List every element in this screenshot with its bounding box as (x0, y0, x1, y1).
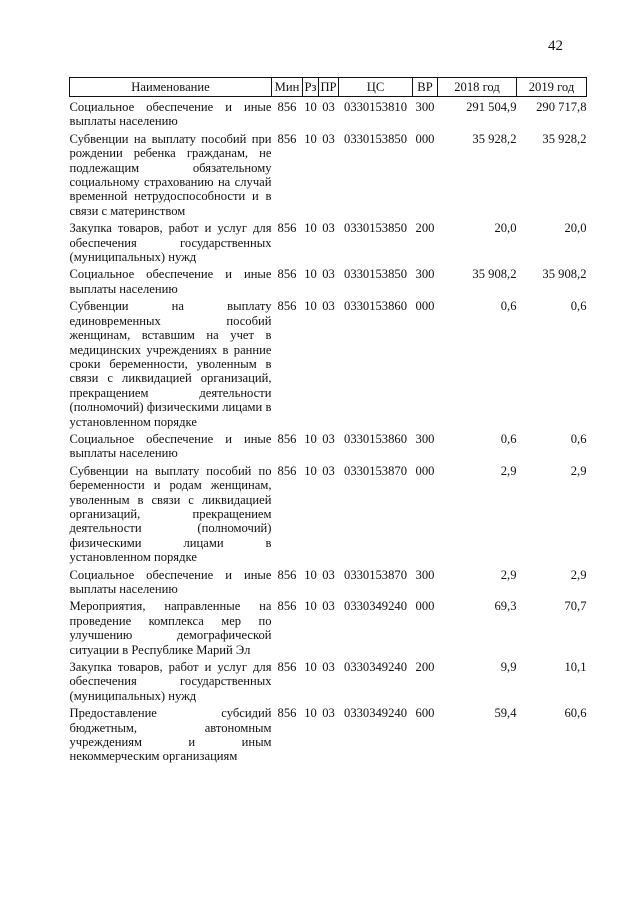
row-2019: 10,1 (564, 660, 587, 675)
row-2019: 290 717,8 (536, 100, 587, 114)
table-row (70, 97, 587, 129)
row-2018: 9,9 (500, 660, 517, 675)
row-name: Закупка товаров, работ и услуг для обеспечения государственных (муниципальных) нужд (69, 221, 272, 265)
table-header-row (70, 78, 587, 97)
row-rz: 10 (304, 131, 317, 146)
row-cs: 0330153870 (344, 567, 407, 582)
row-min: 856 (277, 221, 297, 236)
row-vr: 000 (415, 299, 435, 314)
row-vr: 200 (415, 221, 435, 236)
row-cs: 0330153850 (344, 221, 407, 236)
row-vr: 300 (415, 267, 435, 282)
row-2019: 0,6 (570, 431, 587, 446)
row-vr: 600 (415, 706, 435, 721)
row-pr: 03 (322, 706, 335, 721)
table-row (70, 264, 587, 296)
row-name: Социальное обеспечение и иные выплаты населению (69, 567, 272, 596)
row-pr: 03 (322, 299, 335, 314)
header-cs: ЦС (339, 78, 413, 97)
table-row (70, 296, 587, 429)
header-min: Мин (272, 78, 303, 97)
table-row (70, 657, 587, 703)
row-min: 856 (277, 660, 297, 675)
header-pr: ПР (319, 78, 339, 97)
row-name: Субвенции на выплату единовременных пособий женщинам, вставшим на учет в медицинских учреждениях в ранние сроки беременности, уволенным в связи с ликвидацией организаций, прекращением деятельности (полномочий) физическими лицами в установленном порядке (69, 299, 272, 429)
row-2019: 35 928,2 (542, 131, 587, 146)
table-row (70, 429, 587, 461)
row-vr: 000 (415, 599, 435, 614)
table-row (70, 703, 587, 764)
row-pr: 03 (322, 100, 335, 114)
row-min: 856 (277, 131, 297, 146)
row-2018: 69,3 (494, 599, 517, 614)
row-cs: 0330349240 (344, 706, 407, 721)
row-min: 856 (277, 299, 297, 314)
table-row (70, 565, 587, 597)
budget-table (69, 77, 587, 764)
row-vr: 300 (415, 567, 435, 582)
row-pr: 03 (322, 431, 335, 446)
row-rz: 10 (304, 100, 317, 114)
row-cs: 0330349240 (344, 599, 407, 614)
page-number: 42 (548, 38, 563, 54)
row-2018: 35 908,2 (472, 267, 517, 282)
row-cs: 0330153850 (344, 131, 407, 146)
row-min: 856 (277, 267, 297, 282)
row-min: 856 (277, 706, 297, 721)
row-min: 856 (277, 431, 297, 446)
row-rz: 10 (304, 267, 317, 282)
header-vr: ВР (413, 78, 438, 97)
row-name: Социальное обеспечение и иные выплаты населению (69, 267, 272, 296)
row-name: Мероприятия, направленные на проведение комплекса мер по улучшению демографической ситуации в Республике Марий Эл (69, 599, 272, 657)
row-cs: 0330153870 (344, 463, 407, 478)
row-min: 856 (277, 599, 297, 614)
table-row (70, 596, 587, 657)
table-row (70, 461, 587, 565)
row-name: Субвенции на выплату пособий при рождении ребенка гражданам, не подлежащим обязательному социальному страхованию на случай временной нетрудоспособности и в связи с материнством (69, 131, 272, 218)
row-2018: 20,0 (494, 221, 517, 236)
row-name: Социальное обеспечение и иные выплаты населению (69, 431, 272, 461)
row-pr: 03 (322, 131, 335, 146)
row-2018: 2,9 (500, 463, 517, 478)
row-2018: 0,6 (500, 299, 517, 314)
row-2019: 35 908,2 (542, 267, 587, 282)
row-2019: 2,9 (570, 463, 587, 478)
row-2018: 2,9 (500, 567, 517, 582)
row-rz: 10 (304, 299, 317, 314)
row-rz: 10 (304, 221, 317, 236)
row-cs: 0330153850 (344, 267, 407, 282)
row-pr: 03 (322, 567, 335, 582)
row-vr: 200 (415, 660, 435, 675)
row-name: Социальное обеспечение и иные выплаты населению (69, 100, 272, 129)
table-row (70, 129, 587, 218)
row-rz: 10 (304, 599, 317, 614)
row-vr: 000 (415, 131, 435, 146)
header-2019: 2019 год (517, 78, 587, 97)
row-min: 856 (277, 567, 297, 582)
row-vr: 000 (415, 463, 435, 478)
row-rz: 10 (304, 431, 317, 446)
row-2018: 59,4 (494, 706, 517, 721)
row-2019: 0,6 (570, 299, 587, 314)
row-2019: 70,7 (564, 599, 587, 614)
row-2018: 291 504,9 (466, 100, 517, 114)
row-name: Субвенции на выплату пособий по беременности и родам женщинам, уволенным в связи с ликвидацией организаций, прекращением деятельности (полномочий) физическими лицами в установленном порядке (69, 463, 272, 565)
row-pr: 03 (322, 221, 335, 236)
row-2018: 35 928,2 (472, 131, 517, 146)
row-pr: 03 (322, 660, 335, 675)
header-rz: Рз (303, 78, 319, 97)
row-cs: 0330153860 (344, 299, 407, 314)
row-min: 856 (277, 100, 297, 114)
row-vr: 300 (415, 100, 435, 114)
row-2018: 0,6 (500, 431, 517, 446)
row-min: 856 (277, 463, 297, 478)
table-row (70, 218, 587, 264)
row-cs: 0330153860 (344, 431, 407, 446)
row-pr: 03 (322, 463, 335, 478)
row-rz: 10 (304, 706, 317, 721)
row-cs: 0330349240 (344, 660, 407, 675)
row-cs: 0330153810 (344, 100, 407, 114)
row-2019: 20,0 (564, 221, 587, 236)
row-vr: 300 (415, 431, 435, 446)
header-name: Наименование (70, 78, 272, 97)
row-pr: 03 (322, 267, 335, 282)
row-name: Предоставление субсидий бюджетным, автономным учреждениям и иным некоммерческим организациям (69, 706, 272, 764)
row-pr: 03 (322, 599, 335, 614)
row-rz: 10 (304, 660, 317, 675)
row-rz: 10 (304, 463, 317, 478)
row-2019: 2,9 (570, 567, 587, 582)
row-rz: 10 (304, 567, 317, 582)
header-2018: 2018 год (438, 78, 517, 97)
row-name: Закупка товаров, работ и услуг для обеспечения государственных (муниципальных) нужд (69, 660, 272, 703)
row-2019: 60,6 (564, 706, 587, 721)
